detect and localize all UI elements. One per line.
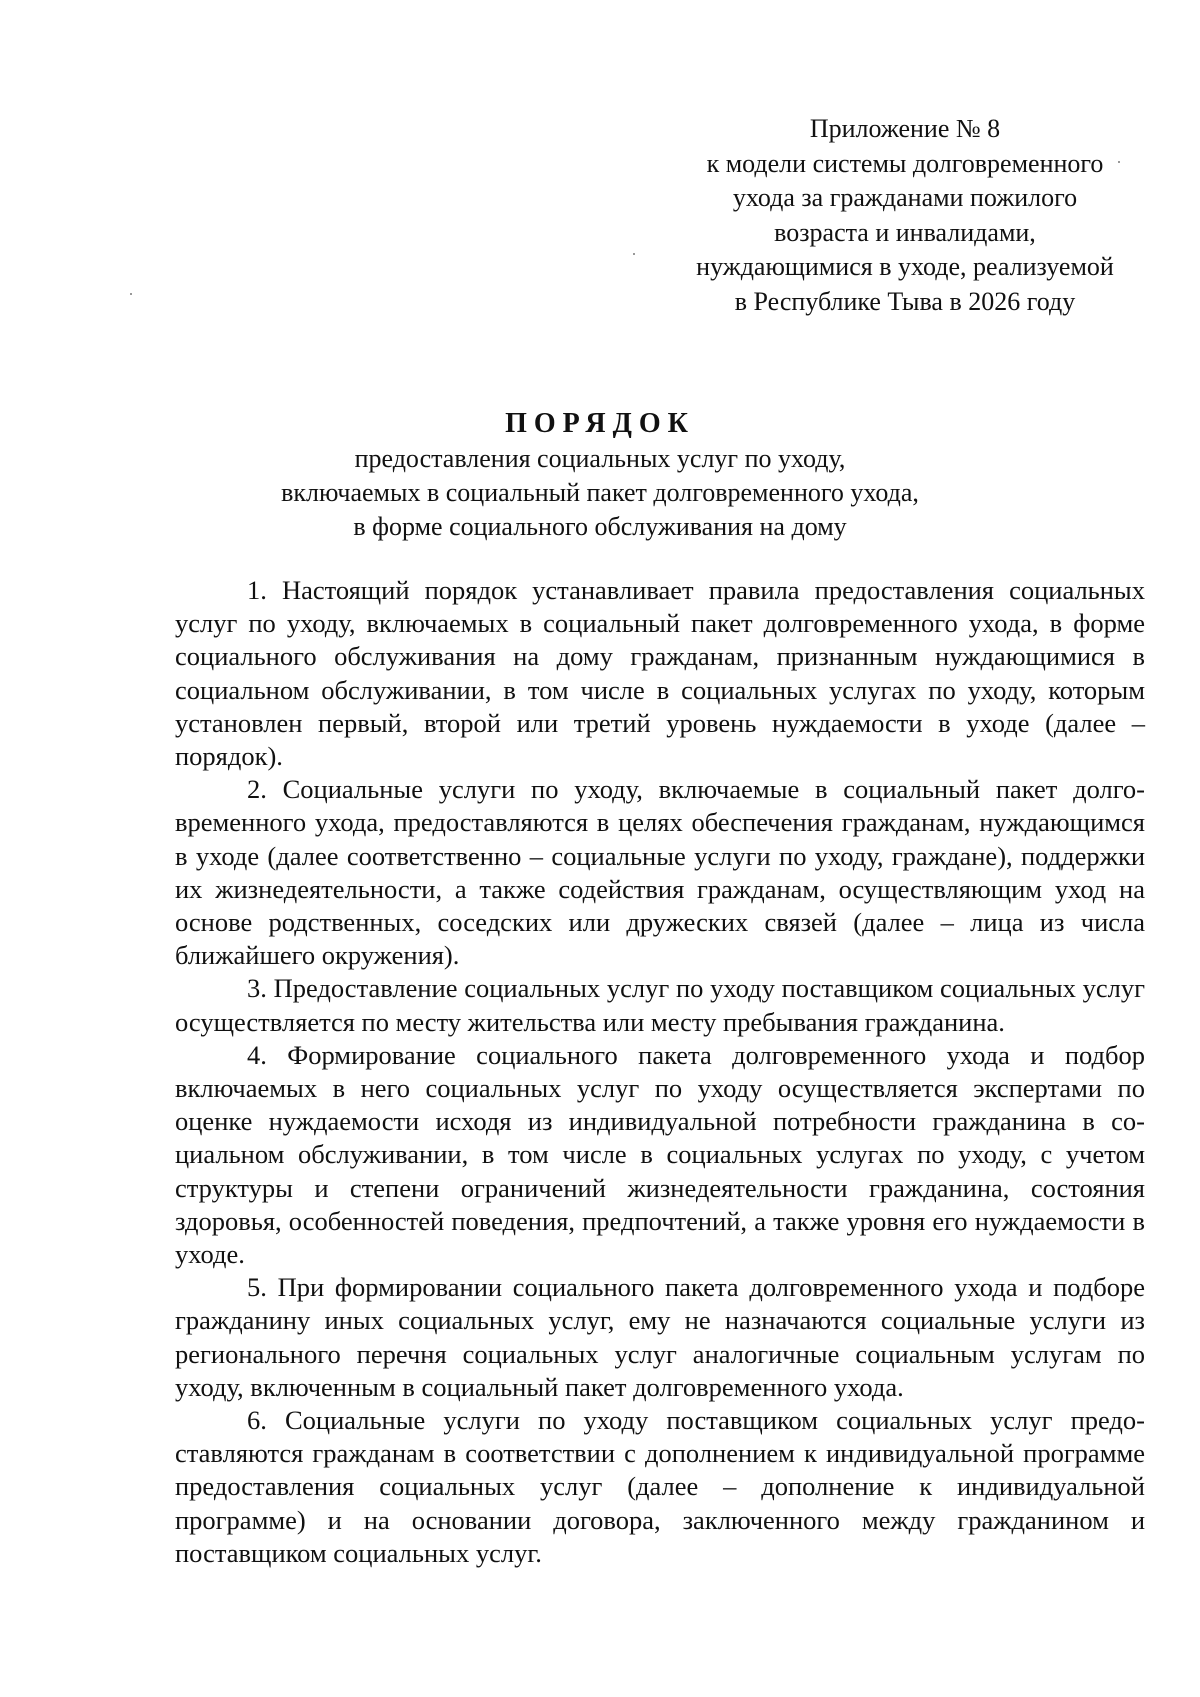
paragraph-4: 4. Формирование социального пакета долговременного ухода и подбор включаемых в него социальных услуг по уходу осуществляется экспертами по оценке нуждаемости исходя из индивидуальной потребности гражданина в социальном обслуживании, в том числе в социальных услугах по уходу, с учетом структуры и степени ограничений жизнедеятельности гражданина, состояния здоровья, особенностей поведения, предпочтений, а также уровня его нуждаемости в уходе. [175, 1039, 1145, 1270]
appendix-line: нуждающимися в уходе, реализуемой [696, 252, 1114, 281]
paragraph-3: 3. Предоставление социальных услуг по уходу поставщиком социальных услуг осуществляется по месту жительства или месту пребывания гражданина. [175, 973, 1145, 1037]
subtitle-line: предоставления социальных услуг по уходу, [354, 444, 846, 473]
scan-speck [633, 253, 635, 255]
appendix-line: в Республике Тыва в 2026 году [734, 286, 1076, 316]
subtitle-line: включаемых в социальный пакет долговременного ухода, [281, 478, 919, 507]
document-body [175, 574, 1145, 1570]
scan-speck [130, 293, 132, 295]
paragraph-6: 6. Социальные услуги по уходу поставщиком социальных услуг предоставляются гражданам в соответствии с дополнением к индивидуальной программе предоставления социальных услуг (далее – дополнение к индивидуальной программе) и на основании договора, заключенного между гражданином и поставщиком социальных услуг. [175, 1405, 1145, 1568]
appendix-line: Приложение № 8 [809, 114, 1001, 143]
paragraph-2: 2. Социальные услуги по уходу, включаемые в социальный пакет долговременного ухода, предоставляются в целях обеспечения гражданам, нуждающимся в уходе (далее соответственно – социальные услуги по уходу, граждане), поддержки их жизнедеятельности, а также содействия гражданам, осуществляющим уход на основе родственных, соседских или дружеских связей (далее – лица из числа ближайшего окружения). [175, 774, 1145, 971]
scan-speck [1118, 161, 1120, 163]
paragraph-5: 5. При формировании социального пакета долговременного ухода и подборе гражданину иных социальных услуг, ему не назначаются социальные услуги из регионального перечня социальных услуг аналогичные социальным услугам по уходу, включенным в социальный пакет долговременного ухода. [175, 1272, 1145, 1402]
appendix-line: ухода за гражданами пожилого [732, 183, 1078, 212]
document-title: ПОРЯДОК [505, 408, 695, 439]
appendix-line: к модели системы долговременного [706, 148, 1104, 178]
subtitle-line: в форме социального обслуживания на дому [353, 512, 847, 541]
appendix-line: возраста и инвалидами, [774, 217, 1036, 247]
appendix-header [660, 112, 1150, 319]
document-subtitle [150, 442, 1050, 544]
paragraph-1: 1. Настоящий порядок устанавливает правила предоставления социальных услуг по уходу, включаемых в социальный пакет долговременного ухода, в форме социального обслуживания на дому гражданам, признанным нуждающимися в социальном обслуживании, в том числе в социальных услугах по уходу, которым установлен первый, второй или третий уровень нуждаемости в уходе (далее – порядок). [175, 575, 1145, 772]
